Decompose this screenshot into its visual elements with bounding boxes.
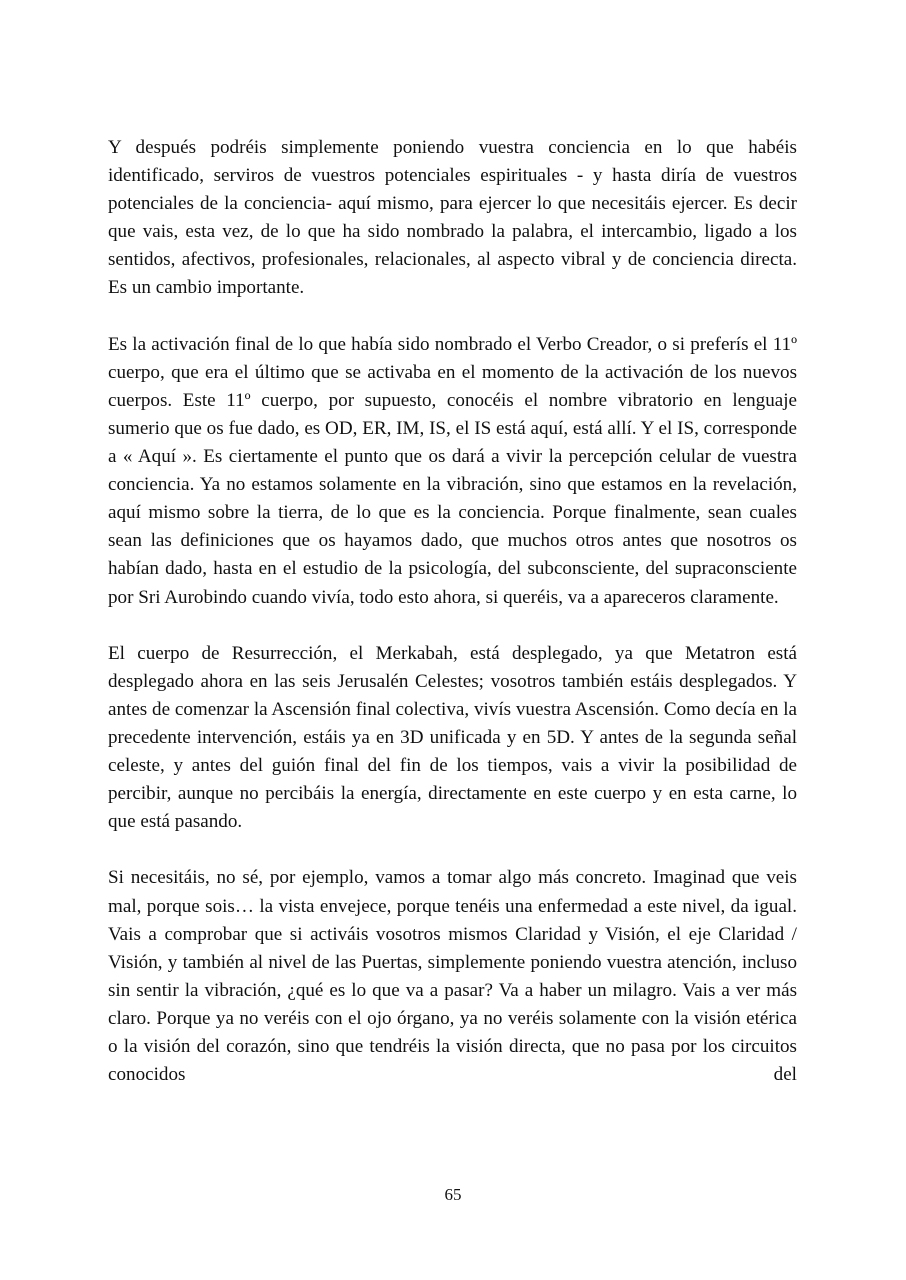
paragraph-1: Y después podréis simplemente poniendo vuestra conciencia en lo que habéis identificado, serviros de vuestros potenciales espirituales - y hasta diría de vuestros potenciales de la conciencia- aquí mismo, para ejercer lo que necesitáis ejercer. Es decir que vais, esta vez, de lo que ha sido nombrado la palabra, el intercambio, ligado a los sentidos, afectivos, profesionales, relacionales, al aspecto vibral y de conciencia directa. Es un cambio importante. <box>108 137 797 299</box>
body-text <box>108 134 797 1089</box>
paragraph-4: Si necesitáis, no sé, por ejemplo, vamos a tomar algo más concreto. Imaginad que veis mal, porque sois… la vista envejece, porque tenéis una enfermedad a este nivel, da igual. Vais a comprobar que si activáis vosotros mismos Claridad y Visión, el eje Claridad / Visión, y también al nivel de las Puertas, simplemente poniendo vuestra atención, incluso sin sentir la vibración, ¿qué es lo que va a pasar? Va a haber un milagro. Vais a ver más claro. Porque ya no veréis con el ojo órgano, ya no veréis solamente con la visión etérica o la visión del corazón, sino que tendréis la visión directa, que no pasa por los circuitos conocidos del <box>108 867 797 1086</box>
paragraph-3: El cuerpo de Resurrección, el Merkabah, está desplegado, ya que Metatron está desplegado ahora en las seis Jerusalén Celestes; vosotros también estáis desplegados. Y antes de comenzar la Ascensión final colectiva, vivís vuestra Ascensión. Como decía en la precedente intervención, estáis ya en 3D unificada y en 5D. Y antes de la segunda señal celeste, y antes del guión final del fin de los tiempos, vais a vivir la posibilidad de percibir, aunque no percibáis la energía, directamente en este cuerpo y en esta carne, lo que está pasando. <box>108 642 797 833</box>
page-number: 65 <box>444 1185 462 1204</box>
paragraph-2: Es la activación final de lo que había sido nombrado el Verbo Creador, o si preferís el 11º cuerpo, que era el último que se activaba en el momento de la activación de los nuevos cuerpos. Este 11º cuerpo, por supuesto, conocéis el nombre vibratorio en lenguaje sumerio que os fue dado, es OD, ER, IM, IS, el IS está aquí, está allí. Y el IS, corresponde a « Aquí ». Es ciertamente el punto que os dará a vivir la percepción celular de vuestra conciencia. Ya no estamos solamente en la vibración, sino que estamos en la revelación, aquí mismo sobre la tierra, de lo que es la conciencia. Porque finalmente, sean cuales sean las definiciones que os hayamos dado, que muchos otros antes que nosotros os habían dado, hasta en el estudio de la psicología, del subconsciente, del supraconsciente por Sri Aurobindo cuando vivía, todo esto ahora, si queréis, va a apareceros claramente. <box>108 333 797 608</box>
